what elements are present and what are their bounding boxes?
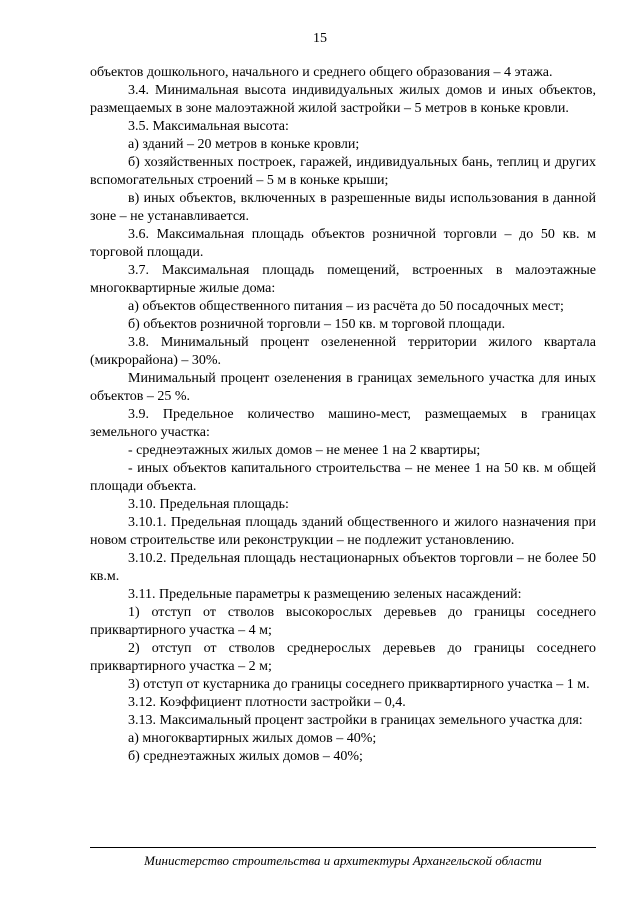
paragraph: б) среднеэтажных жилых домов – 40%; bbox=[128, 749, 363, 764]
paragraph: 3.10.2. Предельная площадь нестационарных объектов торговли – не более 50 кв.м. bbox=[90, 551, 596, 584]
paragraph: 3.5. Максимальная высота: bbox=[128, 119, 289, 134]
paragraph: - среднеэтажных жилых домов – не менее 1 на 2 квартиры; bbox=[128, 443, 481, 458]
paragraph: 3.9. Предельное количество машино-мест, размещаемых в границах земельного участка: bbox=[90, 407, 596, 440]
paragraph: 3) отступ от кустарника до границы соседнего приквартирного участка – 1 м. bbox=[128, 677, 590, 692]
paragraph: - иных объектов капитального строительства – не менее 1 на 50 кв. м общей площади объекта. bbox=[90, 461, 596, 494]
paragraph: 2) отступ от стволов среднерослых деревьев до границы соседнего приквартирного участка – 2 м; bbox=[90, 641, 596, 674]
footer-text: Министерство строительства и архитектуры Архангельской области bbox=[144, 853, 542, 868]
paragraph: б) хозяйственных построек, гаражей, индивидуальных бань, теплиц и других вспомогательных строений – 5 м в коньке крыши; bbox=[90, 155, 596, 188]
paragraph: 3.4. Минимальная высота индивидуальных жилых домов и иных объектов, размещаемых в зоне малоэтажной жилой застройки – 5 метров в коньке кровли. bbox=[90, 83, 596, 116]
page-number: 15 bbox=[313, 31, 327, 46]
paragraph: в) иных объектов, включенных в разрешенные виды использования в данной зоне – не устанавливается. bbox=[90, 191, 596, 224]
paragraph: а) многоквартирных жилых домов – 40%; bbox=[128, 731, 377, 746]
paragraph: 3.7. Максимальная площадь помещений, встроенных в малоэтажные многоквартирные жилые дома: bbox=[90, 263, 596, 296]
paragraph: 3.12. Коэффициент плотности застройки – 0,4. bbox=[128, 695, 406, 710]
paragraph: б) объектов розничной торговли – 150 кв. м торговой площади. bbox=[128, 317, 506, 332]
paragraph: 1) отступ от стволов высокорослых деревьев до границы соседнего приквартирного участка – 4 м; bbox=[90, 605, 596, 638]
paragraph: 3.13. Максимальный процент застройки в границах земельного участка для: bbox=[128, 713, 583, 728]
paragraph: 3.10. Предельная площадь: bbox=[128, 497, 289, 512]
paragraph: а) объектов общественного питания – из расчёта до 50 посадочных мест; bbox=[128, 299, 564, 314]
paragraph: 3.6. Максимальная площадь объектов розничной торговли – до 50 кв. м торговой площади. bbox=[90, 227, 596, 260]
footer-divider bbox=[90, 847, 596, 848]
document-body bbox=[90, 64, 596, 766]
paragraph: 3.10.1. Предельная площадь зданий общественного и жилого назначения при новом строительстве или реконструкции – не подлежит установлению. bbox=[90, 515, 596, 548]
paragraph: объектов дошкольного, начального и среднего общего образования – 4 этажа. bbox=[90, 65, 553, 80]
paragraph: 3.8. Минимальный процент озелененной территории жилого квартала (микрорайона) – 30%. bbox=[90, 335, 596, 368]
paragraph: 3.11. Предельные параметры к размещению зеленых насаждений: bbox=[128, 587, 522, 602]
paragraph: а) зданий – 20 метров в коньке кровли; bbox=[128, 137, 360, 152]
paragraph: Минимальный процент озеленения в границах земельного участка для иных объектов – 25 %. bbox=[90, 371, 596, 404]
